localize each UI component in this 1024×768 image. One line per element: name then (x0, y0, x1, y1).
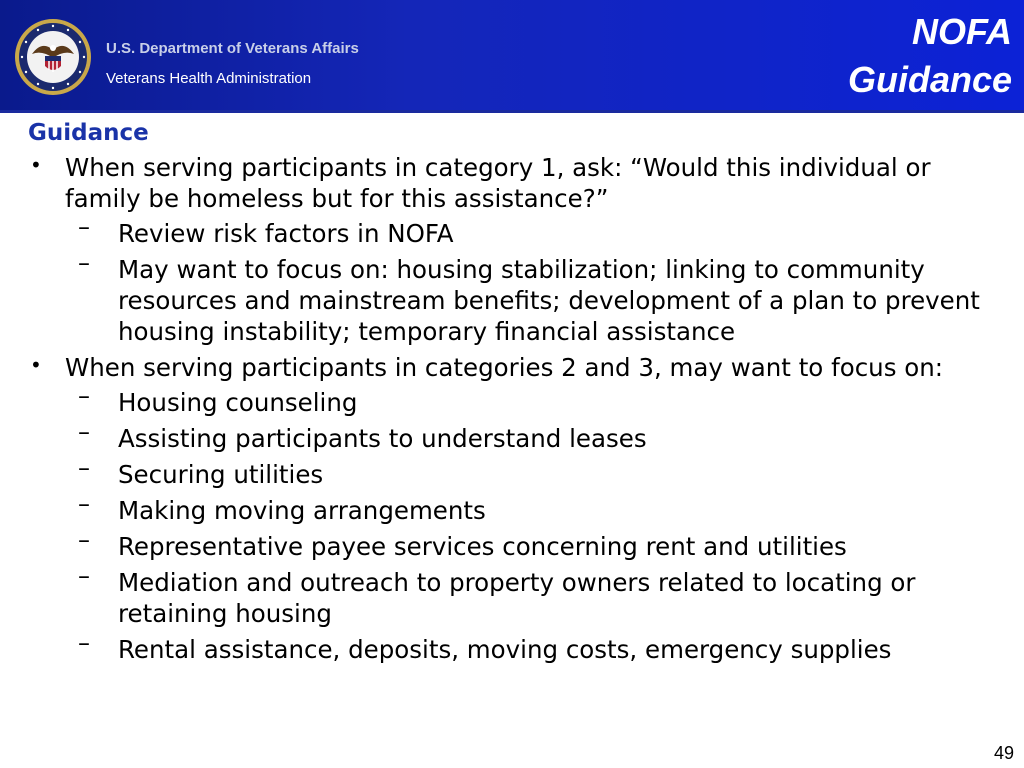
dash-marker: – (78, 249, 90, 277)
department-name: U.S. Department of Veterans Affairs (106, 40, 359, 57)
slide-title-line-1: NOFA (911, 11, 1012, 52)
slide-title-line-2: Guidance (847, 59, 1012, 100)
bullet-item (28, 152, 1008, 214)
sub-bullet-text: May want to focus on: housing stabilization; linking to community resources and mainstream benefits; development of a plan to prevent housing instability; temporary financial assistance (118, 255, 980, 346)
sub-bullet-text: Representative payee services concerning rent and utilities (118, 532, 847, 561)
sub-bullet-item (28, 562, 1008, 629)
sub-bullet-text: Rental assistance, deposits, moving costs, emergency supplies (118, 635, 892, 664)
slide-title (848, 8, 1012, 104)
sub-bullet-item (28, 213, 1008, 249)
sub-bullet-item (28, 418, 1008, 454)
sub-bullet-item (28, 382, 1008, 418)
va-seal-icon (14, 18, 92, 96)
dash-marker: – (78, 213, 90, 241)
sub-bullet-item (28, 629, 1008, 665)
section-heading: Guidance (28, 120, 149, 146)
sub-bullet-text: Assisting participants to understand leases (118, 424, 647, 453)
dash-marker: – (78, 382, 90, 410)
bullet-item (28, 352, 1008, 383)
slide-body (28, 118, 1008, 670)
sub-bullet-item (28, 454, 1008, 490)
page-number: 49 (993, 743, 1014, 763)
sub-bullet-text: Securing utilities (118, 460, 324, 489)
dash-marker: – (78, 562, 90, 590)
administration-name: Veterans Health Administration (106, 70, 312, 87)
sub-bullet-item (28, 249, 1008, 347)
dash-marker: – (78, 454, 90, 482)
dash-marker: – (78, 490, 90, 518)
bullet-text: When serving participants in category 1, ask: “Would this individual or family be homeless but for this assistance?” (65, 153, 931, 213)
sub-bullet-text: Making moving arrangements (118, 496, 486, 525)
sub-bullet-text: Review risk factors in NOFA (118, 219, 454, 248)
bullet-marker: • (30, 353, 42, 377)
dash-marker: – (78, 629, 90, 657)
sub-bullet-text: Mediation and outreach to property owners related to locating or retaining housing (118, 568, 916, 628)
sub-bullet-item (28, 526, 1008, 562)
bullet-text: When serving participants in categories 2 and 3, may want to focus on: (65, 353, 944, 382)
dash-marker: – (78, 418, 90, 446)
header-divider (0, 110, 1024, 113)
sub-bullet-text: Housing counseling (118, 388, 358, 417)
bullet-marker: • (30, 153, 42, 177)
header-band (0, 0, 1024, 110)
dash-marker: – (78, 526, 90, 554)
sub-bullet-item (28, 490, 1008, 526)
